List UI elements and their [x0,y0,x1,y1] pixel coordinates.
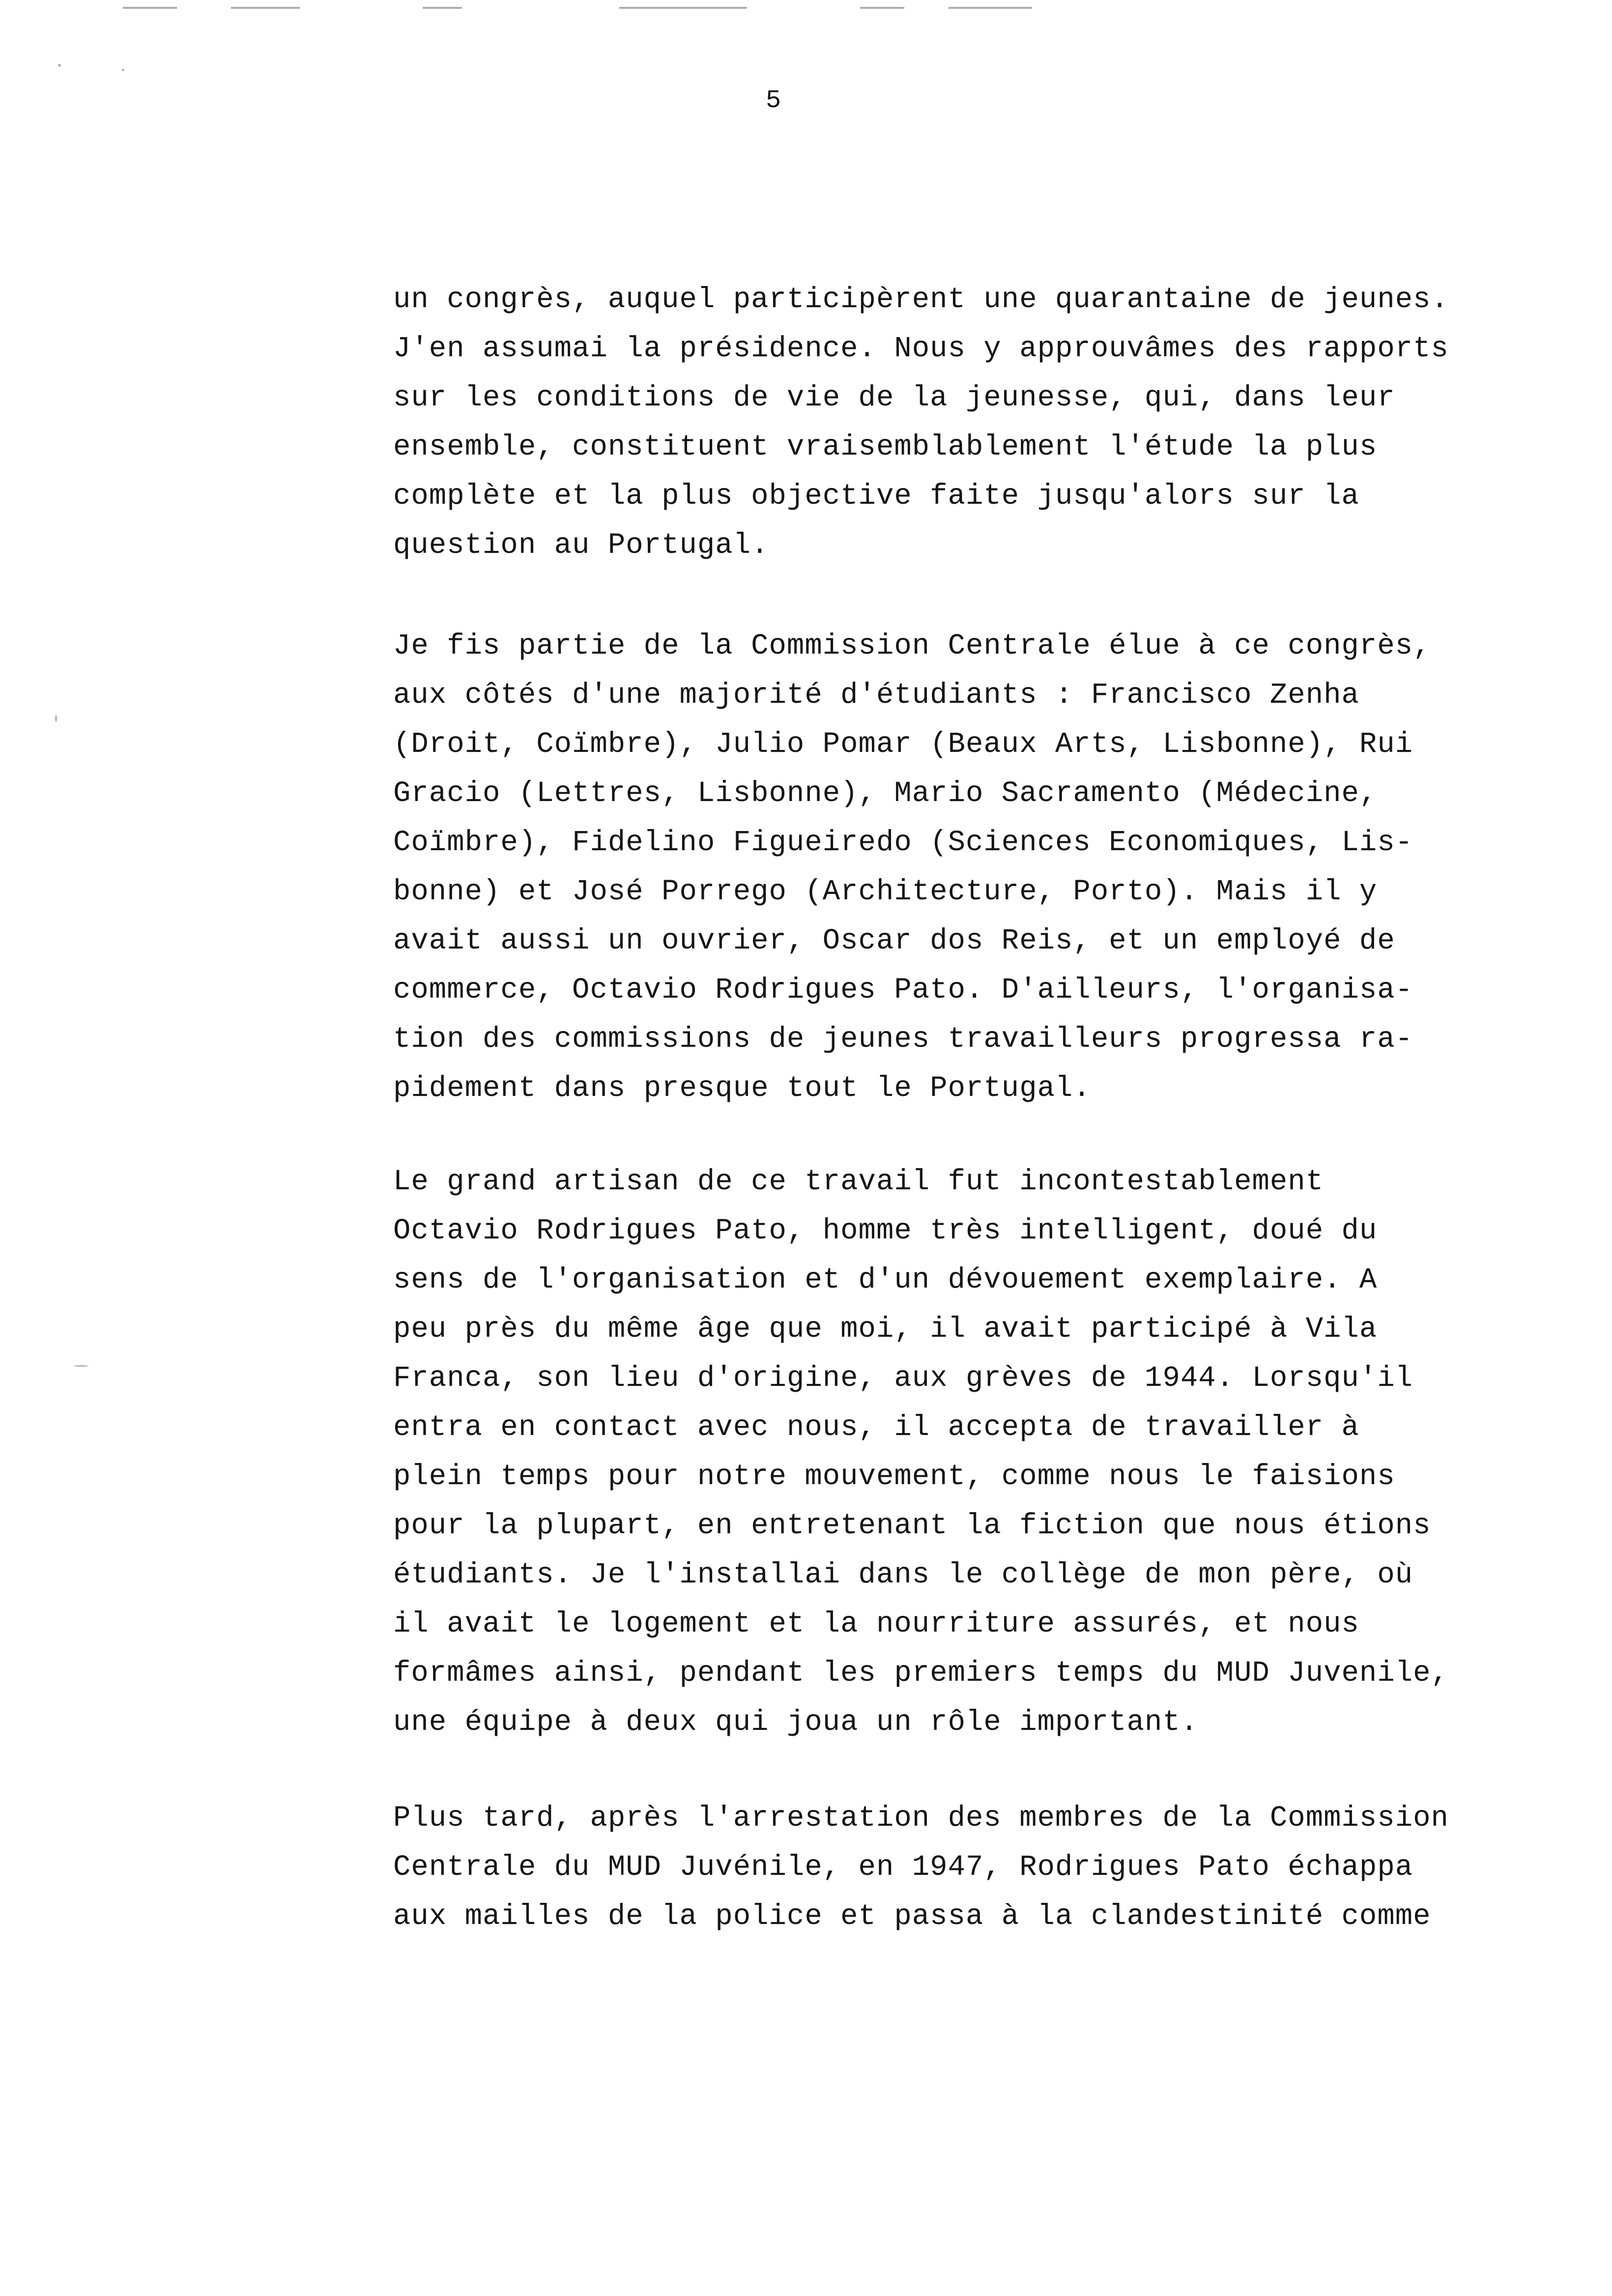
text-line: avait aussi un ouvrier, Oscar dos Reis, et un employé de [393,924,1395,957]
paragraph-1 [393,275,1587,570]
text-line: (Droit, Coïmbre), Julio Pomar (Beaux Arts, Lisbonne), Rui [393,728,1413,761]
scan-mark [423,7,462,9]
text-line: Octavio Rodrigues Pato, homme très intelligent, doué du [393,1214,1378,1247]
paragraph-2 [393,622,1587,1113]
text-line: ensemble, constituent vraisemblablement l'étude la plus [393,430,1378,463]
text-line: commerce, Octavio Rodrigues Pato. D'ailleurs, l'organisa- [393,974,1413,1006]
text-line: un congrès, auquel participèrent une quarantaine de jeunes. [393,283,1449,316]
text-line: Gracio (Lettres, Lisbonne), Mario Sacramento (Médecine, [393,777,1378,810]
page-number: 5 [766,86,781,115]
text-line: une équipe à deux qui joua un rôle important. [393,1706,1199,1739]
text-line: aux mailles de la police et passa à la clandestinité comme [393,1900,1431,1933]
text-line: pour la plupart, en entretenant la fiction que nous étions [393,1509,1431,1542]
text-line: aux côtés d'une majorité d'étudiants : Francisco Zenha [393,679,1359,712]
text-line: entra en contact avec nous, il accepta de travailler à [393,1411,1359,1444]
text-line: plein temps pour notre mouvement, comme nous le faisions [393,1460,1395,1493]
scan-speck [58,64,61,67]
text-line: bonne) et José Porrego (Architecture, Porto). Mais il y [393,875,1378,908]
paragraph-3 [393,1157,1587,1747]
text-line: sens de l'organisation et d'un dévouement exemplaire. A [393,1263,1378,1296]
scan-mark [231,7,300,9]
text-line: Coïmbre), Fidelino Figueiredo (Sciences Economiques, Lis- [393,826,1413,859]
text-line: Franca, son lieu d'origine, aux grèves de 1944. Lorsqu'il [393,1362,1413,1395]
scan-speck [122,69,124,71]
text-line: formâmes ainsi, pendant les premiers temps du MUD Juvenile, [393,1657,1449,1690]
text-line: tion des commissions de jeunes travailleurs progressa ra- [393,1023,1413,1056]
scan-speck [55,715,57,722]
text-line: question au Portugal. [393,529,769,562]
scan-speck [74,1365,88,1367]
text-line: pidement dans presque tout le Portugal. [393,1072,1091,1105]
text-line: sur les conditions de vie de la jeunesse, qui, dans leur [393,381,1395,414]
paragraph-4 [393,1794,1587,1941]
text-line: il avait le logement et la nourriture assurés, et nous [393,1607,1359,1640]
text-line: étudiants. Je l'installai dans le collège de mon père, où [393,1558,1413,1591]
text-line: complète et la plus objective faite jusqu'alors sur la [393,480,1359,513]
scan-mark [860,7,904,9]
text-line: peu près du même âge que moi, il avait participé à Vila [393,1313,1378,1346]
scan-mark [619,7,747,9]
scan-mark [123,7,177,9]
text-line: J'en assumai la présidence. Nous y approuvâmes des rapports [393,332,1449,365]
text-line: Je fis partie de la Commission Centrale élue à ce congrès, [393,630,1431,662]
text-line: Le grand artisan de ce travail fut incontestablement [393,1165,1324,1198]
scan-mark [949,7,1032,9]
text-line: Centrale du MUD Juvénile, en 1947, Rodrigues Pato échappa [393,1851,1413,1884]
text-line: Plus tard, après l'arrestation des membres de la Commission [393,1802,1449,1835]
